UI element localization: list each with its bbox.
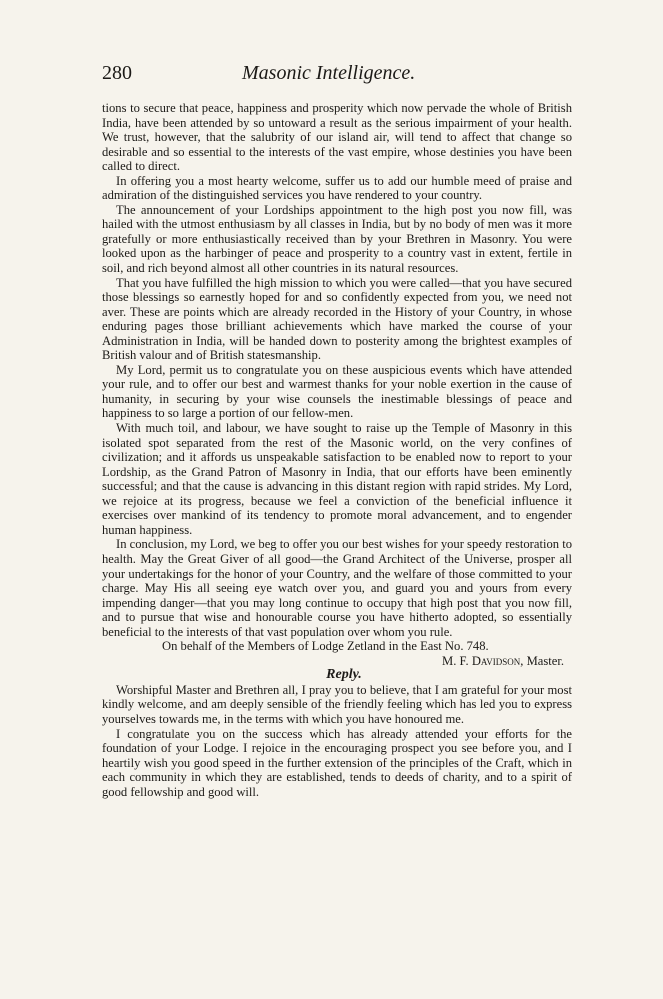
paragraph: My Lord, permit us to congratulate you on these auspicious events which have attended your rule, and to offer our best and warmest thanks for your noble exertion in the cause of humanity, in securing by your wise counsels the inestimable blessings of peace and happiness to so large a portion of our fellow-men. (102, 362, 572, 421)
page-number: 280 (102, 62, 132, 84)
signature-title: Master. (526, 653, 564, 668)
signature (102, 654, 572, 669)
paragraph: The announcement of your Lordships appointment to the high post you now fill, was hailed with the utmost enthusiasm by all classes in India, but by no body of men was it more gratefully or more enthusiastically received than by your Brethren in Masonry. You were looked upon as the harbinger of peace and prosperity to a country vast in extent, fertile in soil, and rich beyond almost all other countries in its natural resources. (102, 202, 572, 276)
paragraph: In conclusion, my Lord, we beg to offer you our best wishes for your speedy restoration to health. May the Great Giver of all good—the Grand Architect of the Universe, prosper all your undertakings for the honor of your Country, and the welfare of those committed to your charge. May His all seeing eye watch over you, and guard you and yours from every impending danger—that you may long continue to occupy that high post that you now fill, and to pursue that wise and honourable course you have hitherto adopted, so essentially beneficial to the interests of that vast population over whom you rule. (102, 537, 572, 639)
article-body (102, 101, 572, 799)
running-title: Masonic Intelligence. (242, 62, 416, 84)
reply-paragraph: Worshipful Master and Brethren all, I pray you to believe, that I am grateful for your most kindly welcome, and am deeply sensible of the friendly feeling which has led you to express yourselves towards me, in the terms with which you have honoured me. (102, 682, 572, 726)
paragraph: tions to secure that peace, happiness and prosperity which now pervade the whole of British India, have been attended by so untoward a result as the serious impairment of your health. We trust, however, that the salubrity of our island air, will tend to affect that change so desirable and so essential to the interests of the vast empire, whose destinies you have been called to direct. (102, 101, 572, 174)
paragraph: With much toil, and labour, we have sought to raise up the Temple of Masonry in this isolated spot separated from the rest of the Masonic world, on the very confines of civilization; and it affords us unspeakable satisfaction to be enabled now to report to your Lordship, as the Grand Patron of Masonry in India, that our efforts have been eminently successful; and that the cause is advancing in this distant region with rapid strides. My Lord, we rejoice at its progress, because we feel a conviction of the beneficial influence it exercises over mankind of its tendency to promote moral advancement, and to engender human happiness. (102, 421, 572, 537)
paragraph: That you have fulfilled the high mission to which you were called—that you have secured those blessings so earnestly hoped for and so confidently expected from you, we need not aver. These are points which are already recorded in the History of your Country, in whose enduring pages those brilliant achievements which have marked the course of your Administration in India, will be handed down to posterity among the brightest examples of British valour and of British statesmanship. (102, 275, 572, 363)
page (102, 62, 572, 799)
behalf-line: On behalf of the Members of Lodge Zetland in the East No. 748. (162, 639, 489, 654)
reply-heading: Reply. (326, 667, 362, 683)
paragraph: In offering you a most hearty welcome, suffer us to add our humble meed of praise and admiration of the distinguished services you have rendered to your country. (102, 173, 572, 203)
signature-name: M. F. Davidson, (442, 653, 524, 668)
page-header (102, 62, 572, 92)
reply-paragraph: I congratulate you on the success which has already attended your efforts for the foundation of your Lodge. I rejoice in the encouraging prospect you see before you, and I heartily wish you good speed in the further extension of the principles of the Craft, which in each community in which they are established, tends to deeds of charity, and to a spirit of good fellowship and good will. (102, 726, 572, 799)
